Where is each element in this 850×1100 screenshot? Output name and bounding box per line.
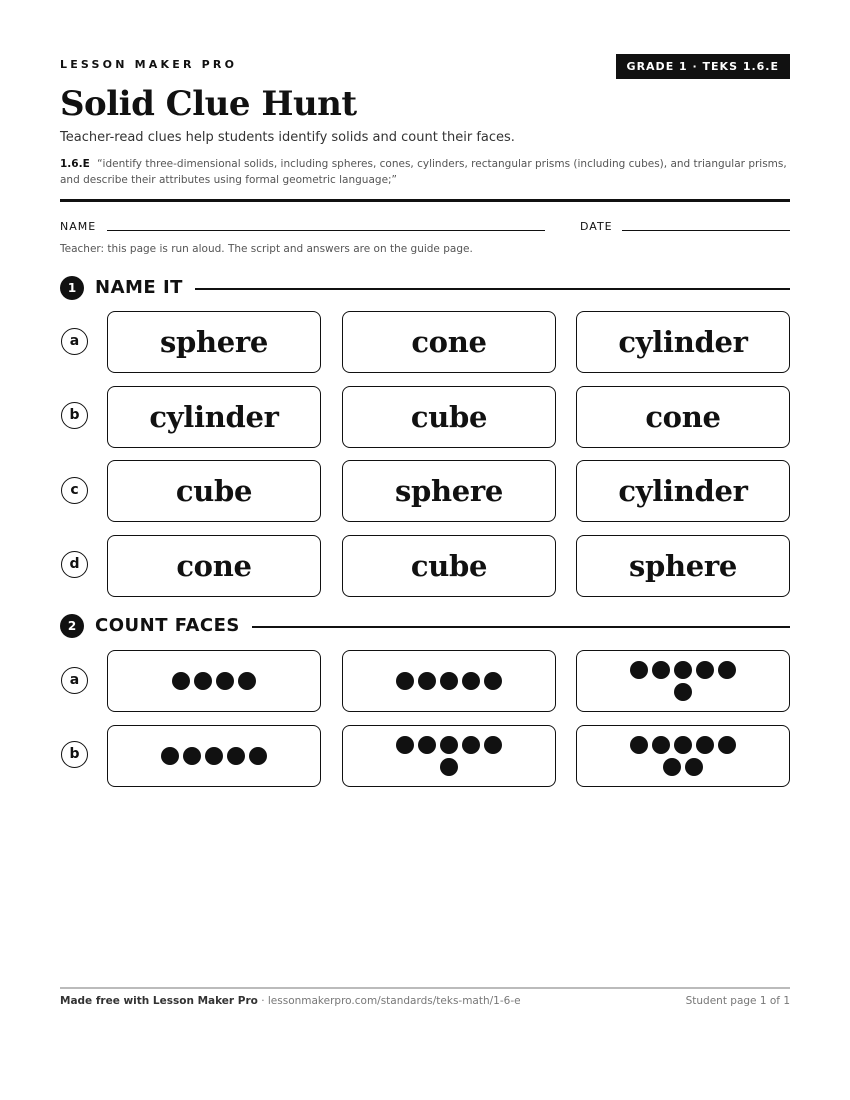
section-number: 1	[60, 276, 84, 300]
face-dot	[249, 747, 267, 765]
face-dot	[418, 672, 436, 690]
row-letter: c	[61, 477, 88, 504]
face-dot	[484, 736, 502, 754]
face-dot	[396, 672, 414, 690]
answer-card[interactable]	[342, 311, 556, 373]
solid-word: cylinder	[618, 474, 748, 508]
section-rule	[95, 288, 790, 290]
header-divider	[60, 199, 790, 202]
face-dot	[216, 672, 234, 690]
face-dot	[440, 758, 458, 776]
face-dot	[462, 736, 480, 754]
solid-word: cone	[411, 325, 487, 359]
solid-word: sphere	[628, 549, 738, 583]
face-dots	[393, 672, 505, 690]
face-dot	[674, 683, 692, 701]
standard-text: “identify three-dimensional solids, including spheres, cones, cylinders, rectangular prisms (including cubes), and triangular prisms, and describe their attributes using formal geometric language;”	[60, 158, 787, 186]
name-field[interactable]	[107, 230, 545, 231]
face-dot	[238, 672, 256, 690]
page-title: Solid Clue Hunt	[60, 84, 357, 124]
answer-card[interactable]	[576, 386, 790, 448]
section-number: 2	[60, 614, 84, 638]
face-dot	[183, 747, 201, 765]
face-dot	[227, 747, 245, 765]
solid-word: sphere	[394, 474, 504, 508]
face-dot	[718, 661, 736, 679]
answer-card[interactable]	[342, 386, 556, 448]
dot-card[interactable]	[107, 725, 321, 787]
dot-card[interactable]	[576, 650, 790, 712]
solid-word: cone	[176, 549, 252, 583]
face-dot	[718, 736, 736, 754]
face-dot	[205, 747, 223, 765]
solid-word: sphere	[159, 325, 269, 359]
date-field[interactable]	[622, 230, 790, 231]
row-letter: b	[61, 402, 88, 429]
answer-card[interactable]	[342, 460, 556, 522]
face-dot	[696, 661, 714, 679]
answer-card[interactable]	[342, 535, 556, 597]
answer-card[interactable]	[107, 460, 321, 522]
page-subtitle: Teacher-read clues help students identify solids and count their faces.	[60, 130, 515, 145]
grade-badge: GRADE 1 · TEKS 1.6.E	[616, 54, 790, 79]
face-dot	[696, 736, 714, 754]
face-dot	[652, 736, 670, 754]
row-letter: d	[61, 551, 88, 578]
face-dot	[663, 758, 681, 776]
brand-name: LESSON MAKER PRO	[60, 58, 238, 71]
face-dot	[685, 758, 703, 776]
face-dot	[396, 736, 414, 754]
solid-word: cone	[645, 400, 721, 434]
dot-card[interactable]	[576, 725, 790, 787]
face-dot	[630, 736, 648, 754]
teacher-note: Teacher: this page is run aloud. The script and answers are on the guide page.	[60, 243, 473, 255]
page-indicator: Student page 1 of 1	[685, 995, 790, 1007]
answer-card[interactable]	[576, 311, 790, 373]
face-dot	[172, 672, 190, 690]
face-dot	[194, 672, 212, 690]
solid-word: cylinder	[149, 400, 279, 434]
row-letter: a	[61, 667, 88, 694]
dot-card[interactable]	[342, 725, 556, 787]
standard-code: 1.6.E	[60, 158, 90, 170]
footer-url[interactable]: · lessonmakerpro.com/standards/teks-math/1-6-e	[257, 995, 521, 1007]
solid-word: cube	[175, 474, 253, 508]
date-label: DATE	[580, 220, 613, 233]
face-dot	[674, 661, 692, 679]
standard-description	[60, 156, 790, 188]
face-dot	[652, 661, 670, 679]
name-label: NAME	[60, 220, 97, 233]
section-name-it	[60, 276, 790, 300]
solid-word: cube	[410, 400, 488, 434]
face-dot	[440, 672, 458, 690]
section-title: COUNT FACES	[95, 614, 252, 638]
dot-card[interactable]	[107, 650, 321, 712]
dot-card[interactable]	[342, 650, 556, 712]
face-dots	[627, 736, 739, 776]
answer-card[interactable]	[107, 535, 321, 597]
face-dot	[161, 747, 179, 765]
face-dot	[440, 736, 458, 754]
row-letter: a	[61, 328, 88, 355]
answer-card[interactable]	[107, 311, 321, 373]
answer-card[interactable]	[576, 460, 790, 522]
footer-made: Made free with Lesson Maker Pro	[60, 995, 258, 1007]
answer-card[interactable]	[107, 386, 321, 448]
solid-word: cylinder	[618, 325, 748, 359]
footer-credit	[60, 995, 521, 1007]
solid-word: cube	[410, 549, 488, 583]
answer-card[interactable]	[576, 535, 790, 597]
section-count-faces	[60, 614, 790, 638]
face-dot	[462, 672, 480, 690]
face-dots	[158, 747, 270, 765]
face-dots	[393, 736, 505, 776]
face-dots	[158, 672, 270, 690]
face-dot	[674, 736, 692, 754]
face-dot	[484, 672, 502, 690]
footer-divider	[60, 987, 790, 989]
face-dots	[627, 661, 739, 701]
section-title: NAME IT	[95, 276, 195, 300]
face-dot	[630, 661, 648, 679]
face-dot	[418, 736, 436, 754]
row-letter: b	[61, 741, 88, 768]
